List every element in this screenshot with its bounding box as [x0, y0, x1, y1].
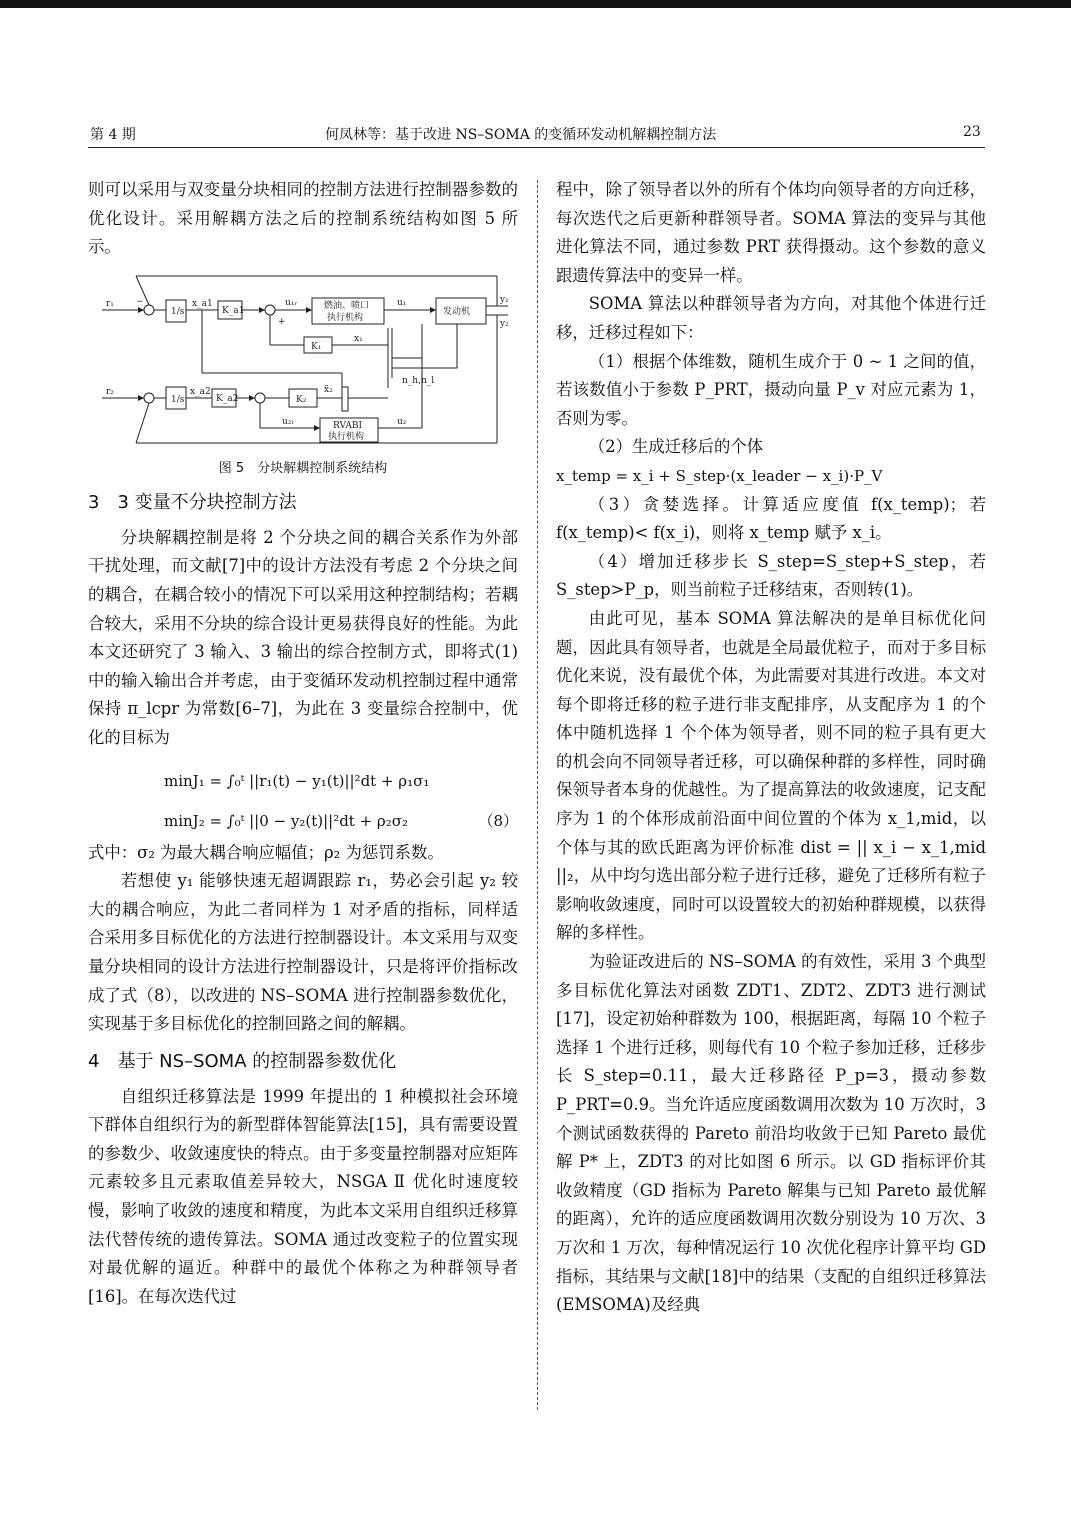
label-k2: K₂: [296, 394, 307, 405]
label-rvabi2: 执行机构: [328, 431, 365, 442]
label-x1: x₁: [354, 333, 363, 344]
paragraph: 则可以采用与双变量分块相同的控制方法进行控制器参数的优化设计。采用解耦方法之后的控制系统结构如图 5 所示。: [88, 180, 518, 257]
label-int1: 1/s: [171, 306, 185, 317]
paragraph: （2）生成迁移后的个体: [588, 437, 764, 457]
label-engine: 发动机: [443, 306, 471, 317]
header-rule: [88, 147, 985, 148]
label-u1: u₁: [397, 297, 407, 308]
paragraph: 为验证改进后的 NS–SOMA 的有效性，采用 3 个典型多目标优化算法对函数 ZDT1、ZDT2、ZDT3 进行测试[17]，设定初始种群数为 100，根据距离，每隔 10 个粒子选择 1 个进行迁移，则每代有 10 个粒子参加迁移，迁移步长 S_step=0.11，最大迁移路径 P_p=3，摄动参数 P_PRT=0.9。当允许适应度函数调用次数为 10 万次时，3 个测试函数获得的 Pareto 前沿均收敛于已知 Pareto 最优解 P* 上，ZDT3 的对比如图 6 所示。以 GD 指标评价其收敛精度（GD 指标为 Pareto 解集与已知 Pareto 最优解的距离），允许的适应度函数调用次数分别设为 10 万次、3 万次和 1 万次，每种情况运行 10 次优化程序计算平均 GD 指标，其结果与文献[18]中的结果（支配的自组织迁移算法(EMSOMA)及经典: [556, 952, 986, 1315]
issue-number: 第 4 期: [90, 127, 136, 143]
paragraph: （3）贪婪选择。计算适应度值 f(x_temp)；若 f(x_temp)< f(x_i)，则将 x_temp 赋予 x_i。: [556, 494, 986, 543]
label-r1: r₁: [106, 298, 114, 309]
label-x2: x̃₂: [324, 384, 333, 395]
paragraph: （1）根据个体维数，随机生成介于 0 ~ 1 之间的值，若该数值小于参数 P_PRT，摄动向量 P_v 对应元素为 1，否则为零。: [556, 351, 986, 428]
block-diagram-svg: [92, 268, 512, 456]
label-rvabi: RVABI: [333, 420, 363, 431]
figure-5-block-diagram: [92, 268, 512, 456]
page-number: 23: [963, 124, 981, 140]
equation-j1: minJ₁ = ∫₀ᵗ ||r₁(t) − y₁(t)||²dt + ρ₁σ₁: [164, 771, 430, 790]
label-y2: y₂: [500, 318, 509, 329]
label-k1: K₁: [311, 341, 322, 352]
equation-2: [88, 799, 518, 839]
label-nhnl: n_h,n_l: [402, 375, 435, 386]
right-column: [556, 176, 986, 1320]
equation-j2: minJ₂ = ∫₀ᵗ ||0 − y₂(t)||²dt + ρ₂σ₂: [164, 811, 409, 830]
label-minus: −: [136, 296, 144, 307]
running-title: 何凤林等：基于改进 NS–SOMA 的变循环发动机解耦控制方法: [325, 127, 717, 143]
figure-caption: 图 5 分块解耦控制系统结构: [218, 460, 388, 476]
label-plus: +: [278, 316, 286, 327]
label-fuel: 燃油、喷口: [324, 300, 370, 311]
paragraph: 分块解耦控制是将 2 个分块之间的耦合关系作为外部干扰处理，而文献[7]中的设计方法没有考虑 2 个分块之间的耦合，在耦合较小的情况下可以采用这种控制结构；若耦合较大，采用不分块的综合设计更易获得良好的性能。为此本文还研究了 3 输入、3 输出的综合控制方式，即将式(1)中的输入输出合并考虑，由于变循环发动机控制过程中通常保持 π_lcpr 为常数[6–7]，为此在 3 变量综合控制中，优化的目标为: [88, 527, 518, 747]
column-divider: [537, 180, 538, 1410]
label-u2: u₂: [397, 416, 407, 427]
section-heading-3: 3 3 变量不分块控制方法: [88, 491, 297, 513]
paragraph: 式中：σ₂ 为最大耦合响应幅值；ρ₂ 为惩罚系数。: [88, 842, 444, 862]
label-xa1: x_a1: [192, 298, 213, 309]
paragraph: 自组织迁移算法是 1999 年提出的 1 种模拟社会环境下群体自组织行为的新型群体智能算法[15]，具有需要设置的参数少、收敛速度快的特点。由于多变量控制器对应矩阵元素较多且元素取值差异较大，NSGA Ⅱ 优化时速度较慢，影响了收敛的速度和精度，为此本文采用自组织迁移算法代替传统的遗传算法。SOMA 通过改变粒子的位置实现对最优解的逼近。种群中的最优个体称之为种群领导者[16]。在每次迭代过: [88, 1086, 518, 1306]
label-ka1: K_a1: [222, 305, 245, 316]
equation-1: [88, 759, 518, 799]
label-y1: y₁: [500, 294, 509, 305]
top-border: [0, 0, 1071, 8]
equation-number: （8）: [478, 811, 518, 830]
label-r2: r₂: [106, 386, 114, 397]
paragraph: （4）增加迁移步长 S_step=S_step+S_step，若 S_step>P_p，则当前粒子迁移结束，否则转(1)。: [556, 551, 986, 600]
migration-formula: x_temp = x_i + S_step·(x_leader − x_i)·P_V: [556, 466, 883, 485]
left-column: [88, 176, 518, 1311]
label-u1r: u₁ᵣ: [285, 297, 298, 308]
paragraph: 由此可见，基本 SOMA 算法解决的是单目标优化问题，因此具有领导者，也就是全局最优粒子，而对于多目标优化来说，没有最优个体，为此需要对其进行改进。本文对每个即将迁移的粒子进行非支配排序，从支配序为 1 的个体中随机选择 1 个个体为领导者，则不同的粒子具有更大的机会向不同领导者迁移，可以确保种群的多样性，同时确保领导者本身的优越性。为了提高算法的收敛速度，记支配序为 1 的个体形成前沿面中间位置的个体为 x_1,mid，以个体与其的欧氏距离为评价标准 dist = || x_i − x_1,mid ||₂，从中均匀选出部分粒子进行迁移，避免了迁移所有粒子影响收敛速度，同时可以设置较大的初始种群规模，以获得解的多样性。: [556, 608, 986, 943]
paragraph: 程中，除了领导者以外的所有个体均向领导者的方向迁移，每次迭代之后更新种群领导者。SOMA 算法的变异与其他进化算法不同，通过参数 PRT 获得摄动。这个参数的意义跟遗传算法中的变异一样。: [556, 180, 986, 285]
paragraph: 若想使 y₁ 能够快速无超调跟踪 r₁，势必会引起 y₂ 较大的耦合响应，为此二者同样为 1 对矛盾的指标，同样适合采用多目标优化的方法进行控制器设计。本文采用与双变量分块相同的设计方法进行控制器设计，只是将评价指标改成了式（8），以改进的 NS–SOMA 进行控制器参数优化，实现基于多目标优化的控制回路之间的解耦。: [88, 871, 518, 1034]
section-heading-4: 4 基于 NS–SOMA 的控制器参数优化: [88, 1050, 397, 1072]
paragraph: SOMA 算法以种群领导者为方向，对其他个体进行迁移，迁移过程如下：: [556, 294, 986, 342]
label-xa2: x_a2: [190, 386, 211, 397]
label-u2r: u₂ᵣ: [282, 416, 295, 427]
label-int2: 1/s: [171, 394, 185, 405]
label-ka2: K_a2: [216, 393, 239, 404]
label-fuel2: 执行机构: [327, 312, 364, 323]
